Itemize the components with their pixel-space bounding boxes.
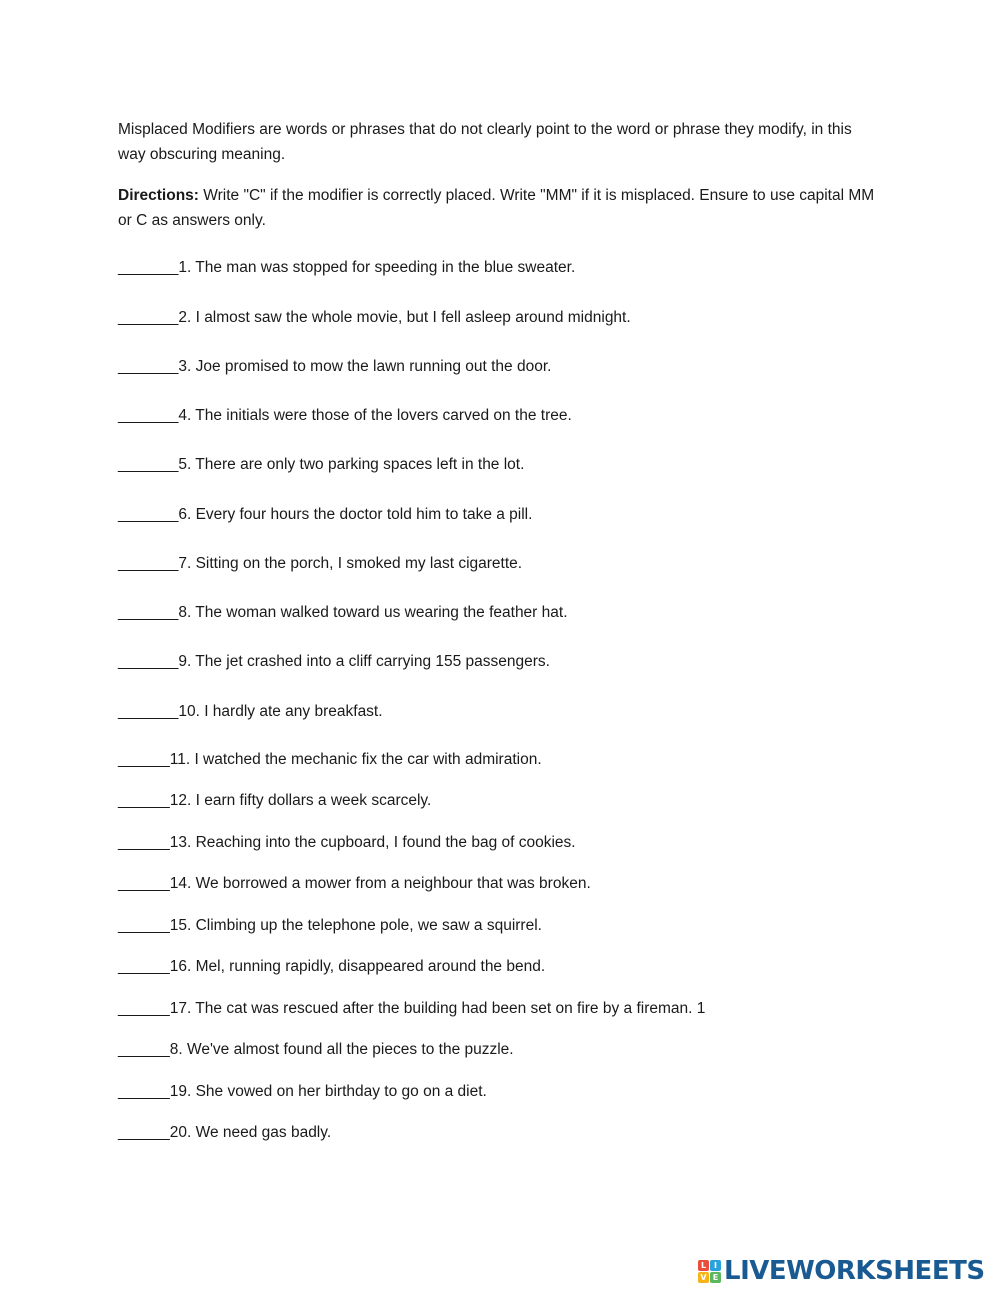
question-10 [118,702,383,722]
logo-block: V [698,1272,709,1283]
answer-blank[interactable]: _______ [118,604,179,621]
answer-blank[interactable]: ______ [118,1041,170,1058]
answer-blank[interactable]: _______ [118,309,179,326]
answer-blank[interactable]: ______ [118,1083,170,1100]
answer-blank[interactable]: ______ [118,1124,170,1141]
question-5 [118,455,524,475]
answer-blank[interactable]: ______ [118,1000,170,1017]
answer-blank[interactable]: _______ [118,506,179,523]
question-text: 20. We need gas badly. [169,1124,332,1141]
directions-paragraph [118,183,878,233]
question-12 [118,791,431,811]
question-17 [118,999,705,1019]
question-20 [118,1123,331,1143]
question-13 [118,833,576,853]
logo-blocks-icon [698,1260,721,1283]
question-11 [118,750,542,770]
answer-blank[interactable]: _______ [118,703,179,720]
logo-block: E [710,1272,721,1283]
question-2 [118,308,631,328]
question-9 [118,652,550,672]
question-7 [118,554,522,574]
logo-block: I [710,1260,721,1271]
answer-blank[interactable]: _______ [118,653,179,670]
answer-blank[interactable]: ______ [118,917,170,934]
answer-blank[interactable]: ______ [118,834,170,851]
answer-blank[interactable]: _______ [118,259,179,276]
answer-blank[interactable]: ______ [118,792,170,809]
question-text: 7. Sitting on the porch, I smoked my last cigarette. [178,555,523,572]
question-text: 8. The woman walked toward us wearing the feather hat. [178,604,568,621]
question-text: 12. I earn fifty dollars a week scarcely. [169,792,432,809]
intro-paragraph: Misplaced Modifiers are words or phrases that do not clearly point to the word or phrase they modify, in this way obscuring meaning. [118,121,852,163]
answer-blank[interactable]: _______ [118,555,179,572]
question-4 [118,406,572,426]
question-text: 10. I hardly ate any breakfast. [178,703,383,720]
question-text: 11. I watched the mechanic fix the car with admiration. [169,751,542,768]
question-text: 5. There are only two parking spaces left in the lot. [178,456,525,473]
question-text: 8. We've almost found all the pieces to the puzzle. [169,1041,514,1058]
question-text: 3. Joe promised to mow the lawn running out the door. [178,358,552,375]
liveworksheets-logo [698,1257,985,1285]
answer-blank[interactable]: ______ [118,875,170,892]
question-text: 16. Mel, running rapidly, disappeared around the bend. [169,958,546,975]
question-18 [118,1040,514,1060]
question-text: 6. Every four hours the doctor told him to take a pill. [178,506,533,523]
question-15 [118,916,542,936]
question-16 [118,957,545,977]
answer-blank[interactable]: _______ [118,358,179,375]
question-6 [118,505,532,525]
question-14 [118,874,591,894]
question-1 [118,258,575,278]
logo-text: LIVEWORKSHEETS [724,1256,985,1286]
question-19 [118,1082,487,1102]
question-text: 15. Climbing up the telephone pole, we saw a squirrel. [169,917,542,934]
directions-label: Directions: [118,187,199,204]
question-text: 17. The cat was rescued after the building had been set on fire by a fireman. 1 [169,1000,706,1017]
question-text: 2. I almost saw the whole movie, but I fell asleep around midnight. [178,309,631,326]
question-text: 14. We borrowed a mower from a neighbour that was broken. [169,875,591,892]
answer-blank[interactable]: ______ [118,958,170,975]
answer-blank[interactable]: ______ [118,751,170,768]
answer-blank[interactable]: _______ [118,456,179,473]
question-8 [118,603,568,623]
question-text: 9. The jet crashed into a cliff carrying 155 passengers. [178,653,550,670]
question-3 [118,357,551,377]
logo-block: L [698,1260,709,1271]
question-text: 13. Reaching into the cupboard, I found the bag of cookies. [169,834,576,851]
question-text: 1. The man was stopped for speeding in the blue sweater. [178,259,576,276]
answer-blank[interactable]: _______ [118,407,179,424]
question-text: 4. The initials were those of the lovers carved on the tree. [178,407,572,424]
question-text: 19. She vowed on her birthday to go on a diet. [169,1083,487,1100]
directions-text: Write "C" if the modifier is correctly placed. Write "MM" if it is misplaced. Ensure to use capital MM or C as answers only. [118,187,875,229]
